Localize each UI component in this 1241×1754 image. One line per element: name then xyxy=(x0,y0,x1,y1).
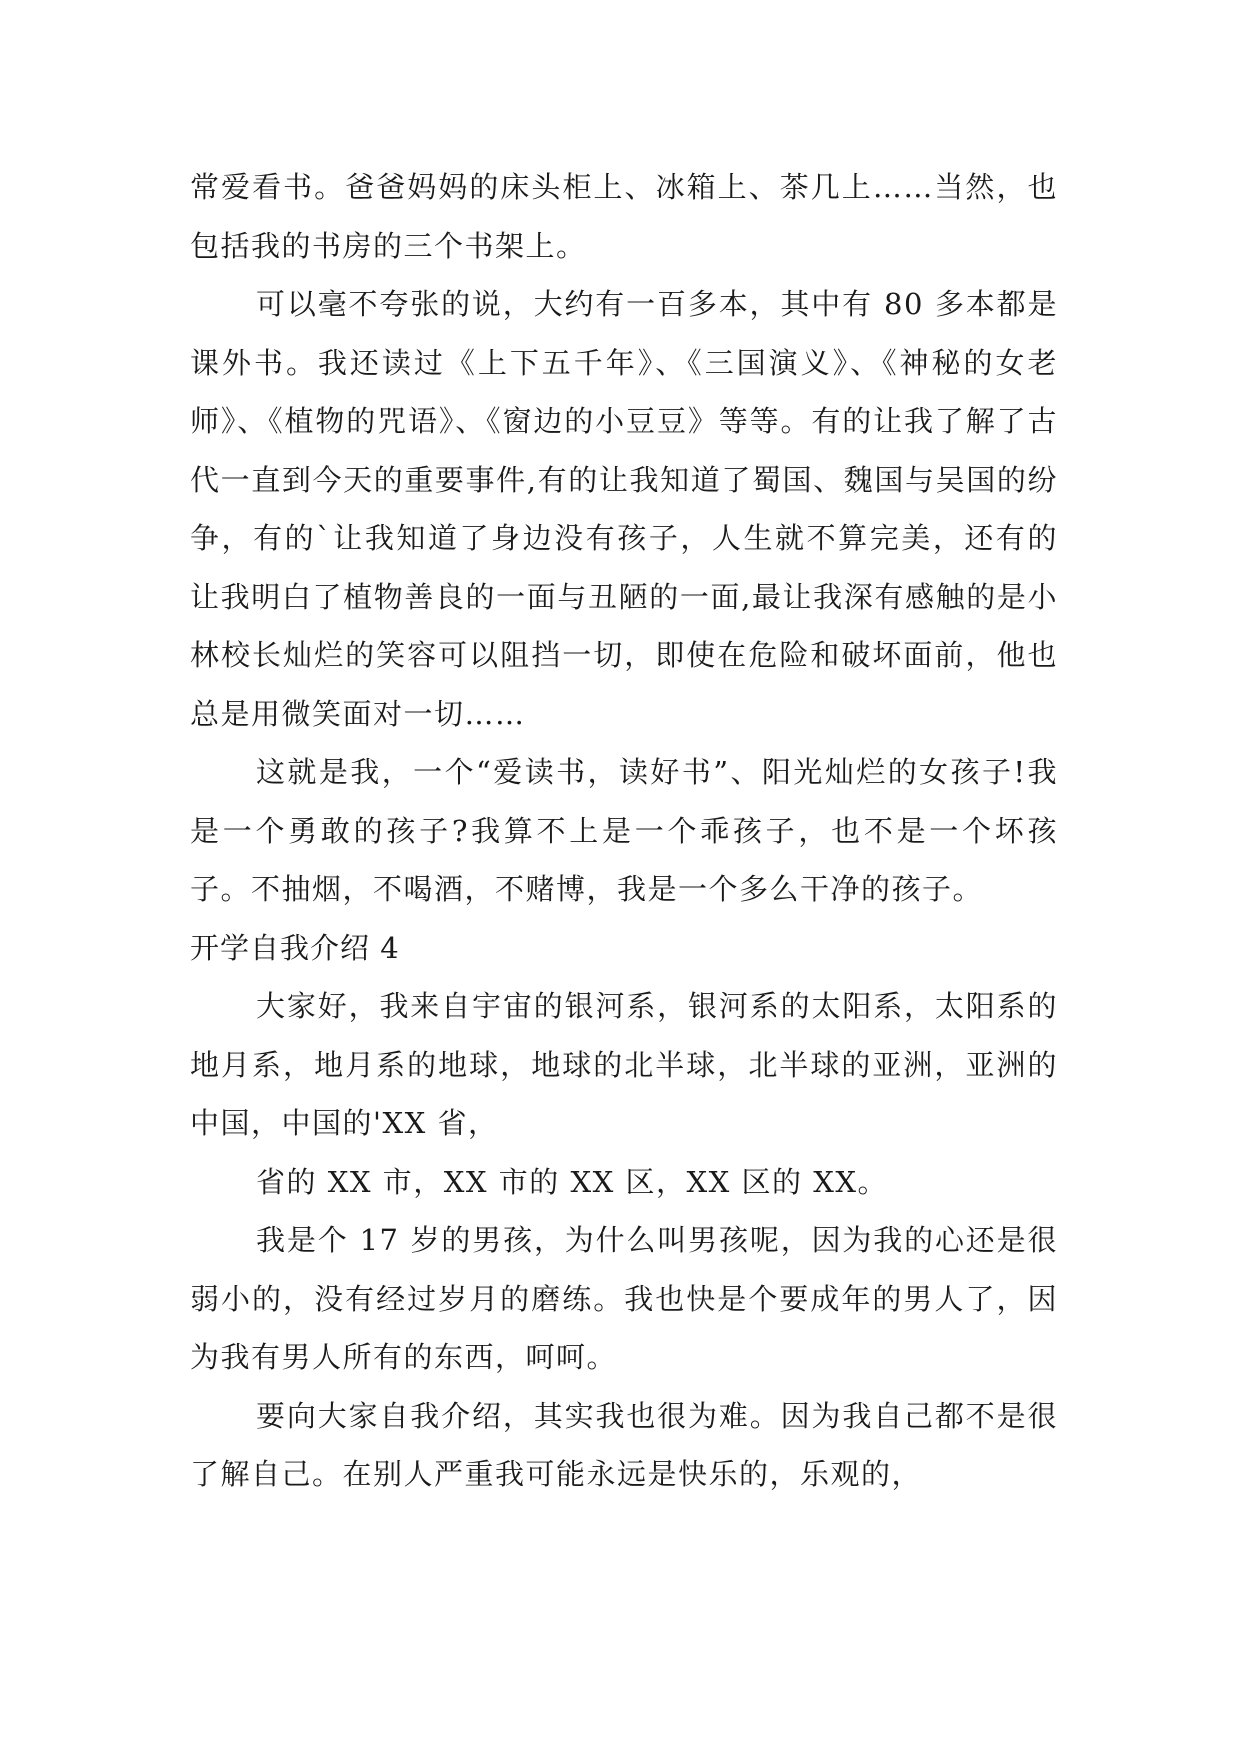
paragraph-greeting: 大家好，我来自宇宙的银河系，银河系的太阳系，太阳系的地月系，地月系的地球，地球的北半球，北半球的亚洲，亚洲的中国，中国的'XX 省， xyxy=(190,989,1058,1140)
paragraph-introduction: 要向大家自我介绍，其实我也很为难。因为我自己都不是很了解自己。在别人严重我可能永远是快乐的，乐观的， xyxy=(190,1398,1058,1491)
section-heading: 开学自我介绍 4 xyxy=(190,930,400,965)
paragraph-location: 省的 XX 市，XX 市的 XX 区，XX 区的 XX。 xyxy=(256,1164,888,1199)
paragraph-books: 可以毫不夸张的说，大约有一百多本，其中有 80 多本都是课外书。我还读过《上下五千年》、《三国演义》、《神秘的女老师》、《植物的咒语》、《窗边的小豆豆》等等。有的让我了解了古代一直到今天的重要事件,有的让我知道了蜀国、魏国与吴国的纷争，有的`让我知道了身边没有孩子，人生就不算完美，还有的让我明白了植物善良的一面与丑陋的一面,最让我深有感触的是小林校长灿烂的笑容可以阻挡一切，即使在危险和破坏面前，他也总是用微笑面对一切…… xyxy=(190,287,1058,731)
document-body xyxy=(190,158,1058,1504)
paragraph-self-summary: 这就是我，一个“爱读书，读好书”、阳光灿烂的女孩子!我是一个勇敢的孩子?我算不上是一个乖孩子，也不是一个坏孩子。不抽烟，不喝酒，不赌博，我是一个多么干净的孩子。 xyxy=(190,755,1058,906)
paragraph-age: 我是个 17 岁的男孩，为什么叫男孩呢，因为我的心还是很弱小的，没有经过岁月的磨练。我也快是个要成年的男人了，因为我有男人所有的东西，呵呵。 xyxy=(190,1223,1058,1374)
paragraph-continued: 常爱看书。爸爸妈妈的床头柜上、冰箱上、茶几上……当然，也包括我的书房的三个书架上。 xyxy=(190,170,1058,263)
